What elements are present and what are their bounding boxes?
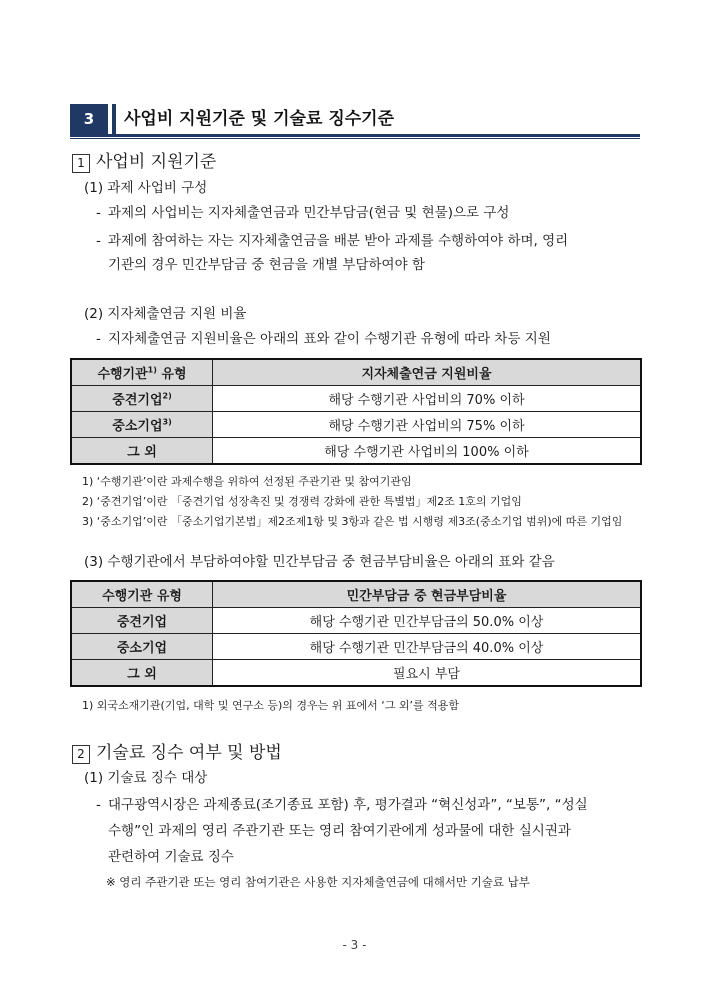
part1-sub2-label: (2) 지자체출연금 지원 비율 xyxy=(84,306,247,322)
part1-sub3-label: (3) 수행기관에서 부담하여야할 민간부담금 중 현금부담비율은 아래의 표와 같음 xyxy=(84,554,555,570)
table-header-cell: 민간부담금 중 현금부담비율 xyxy=(213,581,642,608)
part1-sub2-bullet1: 지자체출연금 지원비율은 아래의 표와 같이 수행기관 유형에 따라 차등 지원 xyxy=(108,331,551,347)
table-header-cell: 수행기관 유형 xyxy=(71,581,213,608)
dash-marker: - xyxy=(96,797,101,813)
section-divider-bar xyxy=(112,104,116,134)
part1-sub1-bullet1: 과제의 사업비는 지자체출연금과 민간부담금(현금 및 현물)으로 구성 xyxy=(108,205,510,221)
footnote: 2) ‘중견기업’이란 「중견기업 성장촉진 및 경쟁력 강화에 관한 특별법」제2조 1호의 기업임 xyxy=(82,495,522,508)
part2-bullet-line3: 관련하여 기술료 징수 xyxy=(108,849,234,865)
section-rule-thin xyxy=(70,138,640,139)
table-header-cell xyxy=(71,359,213,386)
table-row xyxy=(71,412,641,438)
support-ratio-table xyxy=(70,358,642,465)
cash-ratio-table xyxy=(70,580,642,687)
part2-bullet-line1: 대구광역시장은 과제종료(조기종료 포함) 후, 평가결과 “혁신성과”, “보통”, “성실 xyxy=(108,797,588,813)
part2-note: ※ 영리 주관기관 또는 영리 참여기관은 사용한 지자체출연금에 대해서만 기술료 납부 xyxy=(106,875,530,889)
row-type: 그 외 xyxy=(71,438,213,465)
part2-heading: 기술료 징수 여부 및 방법 xyxy=(96,743,282,763)
row-type: 그 외 xyxy=(71,660,213,687)
section-rule xyxy=(70,134,640,137)
row-type: 중소기업 xyxy=(71,634,213,660)
table-header-row xyxy=(71,581,641,608)
part2-box-number: 2 xyxy=(72,745,90,764)
row-type xyxy=(71,412,213,438)
type-text: 중소기업 xyxy=(112,419,163,434)
footnote-ref: 2) xyxy=(162,391,172,401)
table-row xyxy=(71,608,641,634)
dash-marker: - xyxy=(96,205,101,221)
part1-sub1-label: (1) 과제 사업비 구성 xyxy=(84,180,208,196)
row-type: 중견기업 xyxy=(71,608,213,634)
footnote: 1) 외국소재기관(기업, 대학 및 연구소 등)의 경우는 위 표에서 ‘그 외’를 적용함 xyxy=(82,699,459,712)
row-value: 해당 수행기관 사업비의 70% 이하 xyxy=(213,386,642,412)
row-value: 필요시 부담 xyxy=(213,660,642,687)
footnote: 1) ‘수행기관’이란 과제수행을 위하여 선정된 주관기관 및 참여기관임 xyxy=(82,475,412,488)
part1-sub1-bullet2-line2: 기관의 경우 민간부담금 중 현금을 개별 부담하여야 함 xyxy=(108,257,425,273)
part1-sub1-bullet2-line1: 과제에 참여하는 자는 지자체출연금을 배분 받아 과제를 수행하여야 하며, 영리 xyxy=(108,233,569,249)
table-row xyxy=(71,660,641,687)
part1-box-number: 1 xyxy=(72,154,90,173)
table-header-cell: 지자체출연금 지원비율 xyxy=(213,359,642,386)
header-text: 유형 xyxy=(156,367,187,382)
footnote-ref: 1) xyxy=(147,365,157,375)
row-type xyxy=(71,386,213,412)
footnote: 3) ‘중소기업’이란 「중소기업기본법」제2조제1항 및 3항과 같은 법 시행령 제3조(중소기업 범위)에 따른 기업임 xyxy=(82,515,623,528)
table-row xyxy=(71,438,641,465)
row-value: 해당 수행기관 민간부담금의 40.0% 이상 xyxy=(213,634,642,660)
row-value: 해당 수행기관 사업비의 100% 이하 xyxy=(213,438,642,465)
table-header-row xyxy=(71,359,641,386)
table-row xyxy=(71,386,641,412)
dash-marker: - xyxy=(96,233,101,249)
row-value: 해당 수행기관 사업비의 75% 이하 xyxy=(213,412,642,438)
section-title: 사업비 지원기준 및 기술료 징수기준 xyxy=(124,109,395,129)
section-number: 3 xyxy=(70,104,108,134)
footnote-ref: 3) xyxy=(162,417,172,427)
part1-heading: 사업비 지원기준 xyxy=(96,152,217,172)
part2-bullet-line2: 수행”인 과제의 영리 주관기관 또는 영리 참여기관에게 성과물에 대한 실시권과 xyxy=(108,823,571,839)
table-row xyxy=(71,634,641,660)
row-value: 해당 수행기관 민간부담금의 50.0% 이상 xyxy=(213,608,642,634)
type-text: 중견기업 xyxy=(112,393,163,408)
page-number: - 3 - xyxy=(342,938,367,952)
part2-sub1-label: (1) 기술료 징수 대상 xyxy=(84,770,208,786)
header-text: 수행기관 xyxy=(97,367,148,382)
dash-marker: - xyxy=(96,331,101,347)
